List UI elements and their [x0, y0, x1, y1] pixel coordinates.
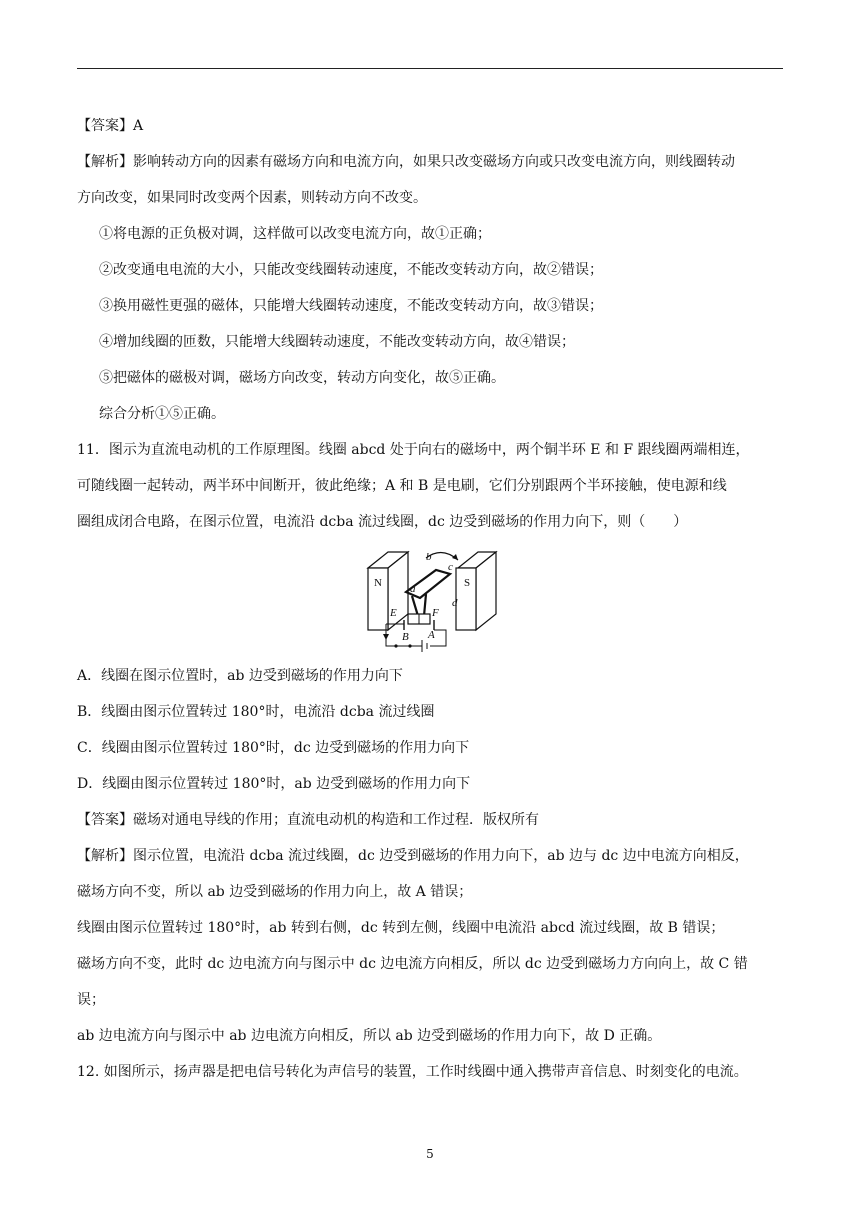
analysis-line: 误； [77, 992, 105, 1008]
label-b: b [426, 551, 432, 563]
question-11-text: 可随线圈一起转动，两半环中间断开，彼此绝缘；A 和 B 是电刷，它们分别跟两个半环接触，使电源和线 [77, 478, 727, 494]
analysis-item: ④增加线圈的匝数，只能增大线圈转动速度，不能改变转动方向，故④错误； [99, 334, 575, 350]
document-body [77, 108, 787, 1090]
question-11-text: 圈组成闭合电路，在图示位置，电流沿 dcba 流过线圈，dc 边受到磁场的作用力向下，则（ ） [77, 514, 688, 530]
analysis-line: 磁场方向不变，所以 ab 边受到磁场的作用力向上，故 A 错误； [77, 884, 473, 900]
coil-lead [424, 594, 426, 616]
analysis-line: 磁场方向不变，此时 dc 边电流方向与图示中 dc 边电流方向相反，所以 dc 边受到磁场力方向向上，故 C 错 [77, 956, 748, 972]
current-arrow [383, 634, 389, 640]
header-rule [77, 68, 783, 69]
analysis-item: ③换用磁性更强的磁体，只能增大线圈转动速度，不能改变转动方向，故③错误； [99, 298, 603, 314]
motor-diagram [77, 540, 787, 658]
label-a: a [410, 583, 416, 595]
label-d: d [452, 597, 458, 609]
analysis-line: ab 边电流方向与图示中 ab 边电流方向相反，所以 ab 边受到磁场的作用力向下，故 D 正确。 [77, 1028, 662, 1044]
label-s: S [464, 577, 471, 589]
answer-line: 【答案】磁场对通电导线的作用；直流电动机的构造和工作过程．版权所有 [77, 812, 539, 828]
option-c: C．线圈由图示位置转过 180°时，dc 边受到磁场的作用力向下 [77, 740, 470, 756]
option-a: A．线圈在图示位置时，ab 边受到磁场的作用力向下 [77, 668, 403, 684]
analysis-item: ②改变通电电流的大小，只能改变线圈转动速度，不能改变转动方向，故②错误； [99, 262, 603, 278]
analysis-line: 方向改变，如果同时改变两个因素，则转动方向不改变。 [77, 190, 427, 206]
analysis-line: 【解析】图示位置，电流沿 dcba 流过线圈，dc 边受到磁场的作用力向下，ab 边与 dc 边中电流方向相反， [77, 848, 749, 864]
answer-line: 【答案】A [77, 118, 144, 134]
question-12-text: 12. 如图所示，扬声器是把电信号转化为声信号的装置，工作时线圈中通入携带声音信息、时刻变化的电流。 [77, 1064, 748, 1080]
label-e: E [390, 607, 397, 619]
option-b: B．线圈由图示位置转过 180°时，电流沿 dcba 流过线圈 [77, 704, 435, 720]
analysis-line: 【解析】影响转动方向的因素有磁场方向和电流方向，如果只改变磁场方向或只改变电流方向，则线圈转动 [77, 154, 735, 170]
page-number: 5 [426, 1147, 434, 1161]
coil-lead [412, 596, 418, 616]
question-11-text: 11．图示为直流电动机的工作原理图。线圈 abcd 处于向右的磁场中，两个铜半环 E 和 F 跟线圈两端相连， [77, 442, 750, 458]
label-brush-a: A [428, 629, 435, 641]
label-c: c [448, 561, 453, 573]
analysis-summary: 综合分析①⑤正确。 [99, 406, 225, 422]
analysis-item: ①将电源的正负极对调，这样做可以改变电流方向，故①正确； [99, 226, 491, 242]
label-n: N [374, 577, 382, 589]
arrow-head [452, 554, 458, 560]
option-d: D．线圈由图示位置转过 180°时，ab 边受到磁场的作用力向下 [77, 776, 471, 792]
label-brush-b: B [402, 631, 409, 643]
analysis-line: 线圈由图示位置转过 180°时，ab 转到右侧，dc 转到左侧，线圈中电流沿 abcd 流过线圈，故 B 错误； [77, 920, 725, 936]
dc-motor-illustration [362, 546, 502, 654]
analysis-item: ⑤把磁体的磁极对调，磁场方向改变，转动方向变化，故⑤正确。 [99, 370, 505, 386]
label-f: F [432, 607, 439, 619]
